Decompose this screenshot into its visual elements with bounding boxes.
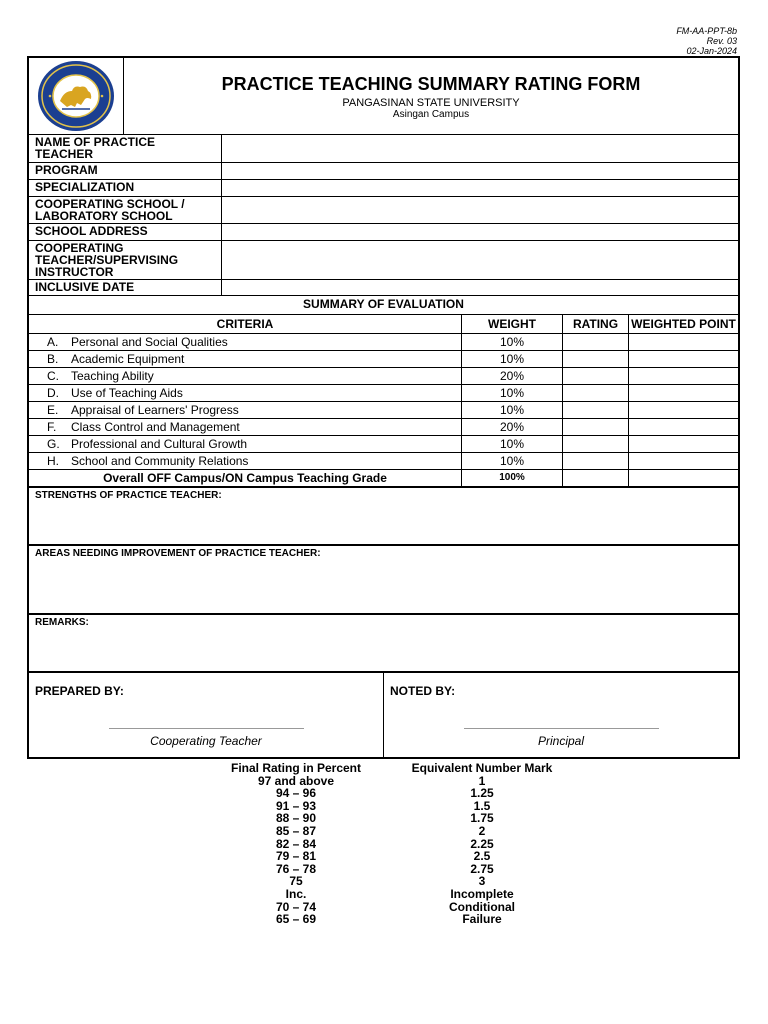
rating-form: [27, 56, 740, 759]
scale-percent: 75: [289, 874, 303, 889]
col-weighted-point: WEIGHTED POINT: [629, 315, 739, 334]
table-row: [29, 367, 738, 384]
rating-cell[interactable]: [563, 452, 629, 469]
scale-row: [0, 863, 768, 876]
info-value-program[interactable]: [222, 162, 739, 179]
scale-row: [0, 812, 768, 825]
signature-line[interactable]: [464, 728, 659, 729]
row-weight: 20%: [462, 418, 563, 435]
prepared-by-section: [29, 673, 384, 757]
scale-row: [0, 787, 768, 800]
university-seal-icon: [36, 59, 116, 133]
weighted-point-cell[interactable]: [629, 435, 739, 452]
scale-mark: 2.5: [473, 849, 491, 864]
scale-row: [0, 901, 768, 914]
scale-mark: 2.75: [470, 861, 494, 876]
signature-section: [29, 673, 738, 757]
scale-mark: 1.5: [473, 798, 491, 813]
row-weight: 10%: [462, 350, 563, 367]
signature-line[interactable]: [109, 728, 304, 729]
scale-row: [0, 825, 768, 838]
table-row: [29, 418, 738, 435]
rating-cell[interactable]: [563, 367, 629, 384]
improvement-label: AREAS NEEDING IMPROVEMENT OF PRACTICE TEACHER:: [35, 547, 321, 559]
col-weight: WEIGHT: [462, 315, 563, 334]
scale-percent: 76 – 78: [275, 861, 317, 876]
total-rating-cell[interactable]: [563, 469, 629, 487]
title-cell: [124, 58, 738, 134]
scale-percent: 70 – 74: [275, 899, 317, 914]
rating-cell[interactable]: [563, 418, 629, 435]
strengths-box[interactable]: [29, 488, 738, 546]
row-criteria: School and Community Relations: [71, 453, 249, 468]
weighted-point-cell[interactable]: [629, 333, 739, 350]
row-weight: 20%: [462, 367, 563, 384]
rating-cell[interactable]: [563, 435, 629, 452]
scale-percent: 65 – 69: [275, 912, 317, 927]
weighted-point-cell[interactable]: [629, 418, 739, 435]
rating-cell[interactable]: [563, 350, 629, 367]
table-row: [29, 401, 738, 418]
info-value-address[interactable]: [222, 223, 739, 240]
rating-cell[interactable]: [563, 333, 629, 350]
rating-scale: [0, 762, 768, 926]
scale-mark: Failure: [462, 912, 502, 927]
rating-cell[interactable]: [563, 384, 629, 401]
scale-col-b: Equivalent Number Mark: [411, 761, 553, 775]
info-value-date[interactable]: [222, 279, 739, 295]
info-label: SCHOOL ADDRESS: [29, 223, 222, 240]
row-letter: H.: [47, 453, 59, 468]
table-row: [29, 435, 738, 452]
scale-row: [0, 913, 768, 926]
form-title: PRACTICE TEACHING SUMMARY RATING FORM: [221, 74, 641, 94]
scale-percent: 91 – 93: [275, 798, 317, 813]
info-label: SPECIALIZATION: [29, 179, 222, 196]
form-number: FM-AA-PPT-8b: [676, 26, 737, 36]
noted-by-label: NOTED BY:: [390, 683, 456, 698]
col-rating: RATING: [563, 315, 629, 334]
row-letter: E.: [47, 402, 59, 417]
weighted-point-cell[interactable]: [629, 401, 739, 418]
strengths-label: STRENGTHS OF PRACTICE TEACHER:: [35, 489, 222, 501]
evaluation-table: [29, 315, 738, 488]
scale-row: [0, 838, 768, 851]
noted-by-section: [384, 673, 738, 757]
table-row: [29, 350, 738, 367]
scale-mark: 1.25: [470, 786, 494, 801]
row-weight: 10%: [462, 333, 563, 350]
info-label: INCLUSIVE DATE: [29, 279, 222, 295]
scale-row: [0, 800, 768, 813]
revision-date: 02-Jan-2024: [686, 46, 737, 56]
scale-mark: Conditional: [449, 899, 515, 914]
scale-percent: 85 – 87: [275, 823, 317, 838]
table-row: [29, 384, 738, 401]
scale-percent: 88 – 90: [275, 811, 317, 826]
summary-title: SUMMARY OF EVALUATION: [29, 296, 738, 315]
table-row: [29, 452, 738, 469]
info-label: COOPERATING SCHOOL / LABORATORY SCHOOL: [29, 196, 222, 223]
scale-mark: 1: [478, 773, 486, 788]
remarks-box[interactable]: [29, 615, 738, 673]
row-letter: C.: [47, 368, 59, 383]
scale-row: [0, 888, 768, 901]
campus-name: Asingan Campus: [392, 109, 470, 120]
scale-mark: Incomplete: [450, 886, 514, 901]
scale-mark: 2: [478, 823, 486, 838]
total-weighted-point-cell[interactable]: [629, 469, 739, 487]
scale-mark: 1.75: [470, 811, 494, 826]
row-letter: A.: [47, 334, 59, 349]
scale-col-a: Final Rating in Percent: [230, 761, 362, 775]
info-label: COOPERATING TEACHER/SUPERVISING INSTRUCTOR: [29, 240, 222, 279]
scale-mark: 2.25: [470, 836, 494, 851]
scale-percent: 94 – 96: [275, 786, 317, 801]
weighted-point-cell[interactable]: [629, 350, 739, 367]
info-value-school[interactable]: [222, 196, 739, 223]
scale-row: [0, 850, 768, 863]
improvement-box[interactable]: [29, 546, 738, 615]
scale-row: [0, 875, 768, 888]
weighted-point-cell[interactable]: [629, 452, 739, 469]
scale-header: [0, 762, 768, 775]
row-letter: G.: [47, 436, 60, 451]
row-letter: F.: [47, 419, 57, 434]
row-criteria: Academic Equipment: [71, 351, 185, 366]
logo-cell: [29, 58, 124, 134]
row-criteria: Professional and Cultural Growth: [71, 436, 248, 451]
row-letter: D.: [47, 385, 59, 400]
col-criteria: CRITERIA: [29, 315, 462, 334]
scale-percent: 79 – 81: [275, 849, 317, 864]
rating-cell[interactable]: [563, 401, 629, 418]
scale-row: [0, 775, 768, 788]
info-value-cooperating-teacher[interactable]: [222, 240, 739, 279]
row-criteria: Class Control and Management: [71, 419, 240, 434]
scale-percent: 82 – 84: [275, 836, 317, 851]
document-code: [676, 26, 737, 56]
row-weight: 10%: [462, 452, 563, 469]
table-row: [29, 333, 738, 350]
row-weight: 10%: [462, 384, 563, 401]
total-label: Overall OFF Campus/ON Campus Teaching Grade: [29, 469, 462, 487]
scale-percent: 97 and above: [257, 773, 335, 788]
info-value-name[interactable]: [222, 135, 739, 162]
info-label: PROGRAM: [29, 162, 222, 179]
total-weight: 100%: [462, 469, 563, 487]
revision: Rev. 03: [706, 36, 737, 46]
prepared-by-role: Cooperating Teacher: [150, 733, 262, 748]
remarks-label: REMARKS:: [35, 616, 89, 628]
info-value-specialization[interactable]: [222, 179, 739, 196]
row-criteria: Use of Teaching Aids: [71, 385, 183, 400]
scale-mark: 3: [478, 874, 486, 889]
university-name: PANGASINAN STATE UNIVERSITY: [342, 97, 520, 109]
prepared-by-label: PREPARED BY:: [35, 683, 124, 698]
info-label: NAME OF PRACTICE TEACHER: [29, 135, 222, 162]
row-letter: B.: [47, 351, 59, 366]
scale-percent: Inc.: [285, 886, 307, 901]
weighted-point-cell[interactable]: [629, 367, 739, 384]
row-criteria: Personal and Social Qualities: [71, 334, 228, 349]
info-table: [29, 135, 738, 296]
row-criteria: Teaching Ability: [71, 368, 154, 383]
row-weight: 10%: [462, 401, 563, 418]
form-header: [29, 58, 738, 135]
row-criteria: Appraisal of Learners' Progress: [71, 402, 239, 417]
total-row: [29, 469, 738, 487]
row-weight: 10%: [462, 435, 563, 452]
weighted-point-cell[interactable]: [629, 384, 739, 401]
noted-by-role: Principal: [537, 733, 585, 748]
